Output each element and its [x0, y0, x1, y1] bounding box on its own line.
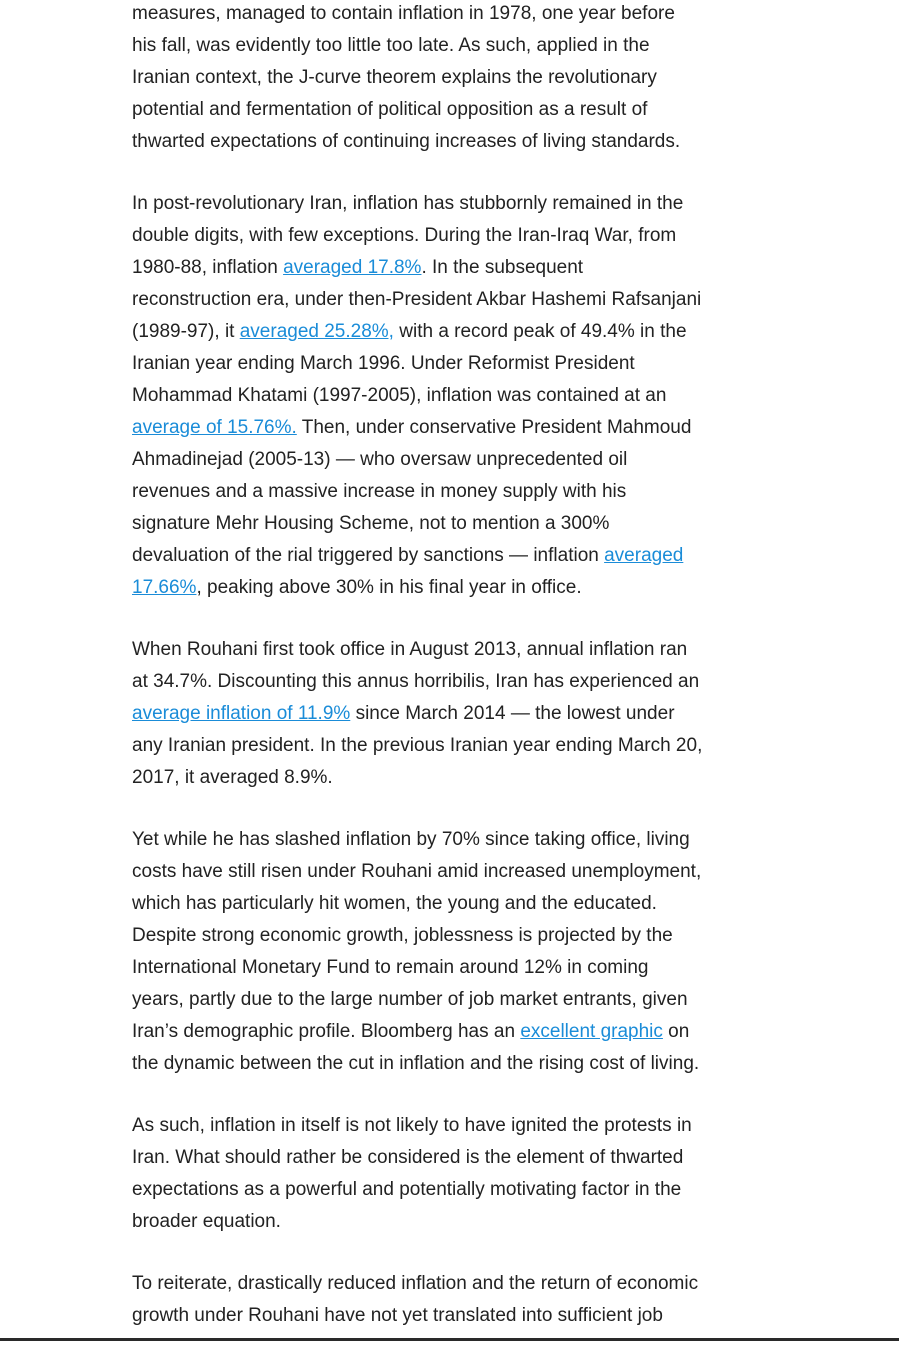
paragraph-2 — [132, 188, 742, 604]
paragraph-1 — [132, 0, 742, 158]
paragraph-3 — [132, 634, 742, 794]
text-line: on — [662, 1021, 690, 1042]
text-line: Yet while he has slashed inflation by 70% since taking office, living — [132, 829, 690, 850]
paragraph-6 — [132, 1268, 742, 1332]
text-line: Iranian year ending March 1996. Under Reformist President — [132, 353, 635, 374]
paragraph-5 — [132, 1110, 742, 1238]
text-line: devaluation of the rial triggered by sanctions — inflation — [132, 545, 605, 566]
link-averaged-17-66-cont[interactable]: 17.66% — [132, 577, 197, 598]
text-line: Despite strong economic growth, joblessness is projected by the — [132, 925, 673, 946]
article-body — [132, 0, 742, 1362]
text-line: growth under Rouhani have not yet translated into sufficient job — [132, 1305, 663, 1326]
text-line: thwarted expectations of continuing increases of living standards. — [132, 131, 681, 152]
link-averaged-25-28[interactable]: averaged 25.28%, — [239, 321, 394, 342]
text-line: reconstruction era, under then-President Akbar Hashemi Rafsanjani — [132, 289, 702, 310]
paragraph-4 — [132, 824, 742, 1080]
text-line: . In the subsequent — [421, 257, 584, 278]
link-averaged-17-66[interactable]: averaged — [604, 545, 684, 566]
text-line: with a record peak of 49.4% in the — [393, 321, 687, 342]
text-line: Iranian context, the J-curve theorem explains the revolutionary — [132, 67, 657, 88]
text-line: at 34.7%. Discounting this annus horribilis, Iran has experienced an — [132, 671, 700, 692]
text-line: Iran. What should rather be considered is the element of thwarted — [132, 1147, 684, 1168]
text-line: 1980-88, inflation — [132, 257, 284, 278]
link-average-inflation-11-9[interactable]: average inflation of 11.9% — [132, 703, 351, 724]
text-line: which has particularly hit women, the young and the educated. — [132, 893, 657, 914]
text-line: , peaking above 30% in his final year in office. — [196, 577, 582, 598]
text-line: International Monetary Fund to remain around 12% in coming — [132, 957, 649, 978]
text-line: (1989-97), it — [132, 321, 240, 342]
text-line: potential and fermentation of political opposition as a result of — [132, 99, 648, 120]
text-line: expectations as a powerful and potentially motivating factor in the — [132, 1179, 682, 1200]
link-excellent-graphic[interactable]: excellent graphic — [520, 1021, 663, 1042]
text-line: the dynamic between the cut in inflation and the rising cost of living. — [132, 1053, 700, 1074]
text-line: his fall, was evidently too little too late. As such, applied in the — [132, 35, 650, 56]
text-line: costs have still risen under Rouhani amid increased unemployment, — [132, 861, 702, 882]
link-averaged-17-8[interactable]: averaged 17.8% — [283, 257, 422, 278]
text-line: revenues and a massive increase in money supply with his — [132, 481, 627, 502]
text-line: broader equation. — [132, 1211, 281, 1232]
text-line: Then, under conservative President Mahmoud — [296, 417, 692, 438]
text-line: measures, managed to contain inflation in 1978, one year before — [132, 3, 675, 24]
text-line: In post-revolutionary Iran, inflation has stubbornly remained in the — [132, 193, 684, 214]
text-line: 2017, it averaged 8.9%. — [132, 767, 333, 788]
text-line: any Iranian president. In the previous Iranian year ending March 20, — [132, 735, 703, 756]
text-line: When Rouhani first took office in August 2013, annual inflation ran — [132, 639, 688, 660]
text-line: Ahmadinejad (2005-13) — who oversaw unprecedented oil — [132, 449, 628, 470]
text-line: signature Mehr Housing Scheme, not to mention a 300% — [132, 513, 610, 534]
text-line: Mohammad Khatami (1997-2005), inflation was contained at an — [132, 385, 667, 406]
text-line: double digits, with few exceptions. During the Iran-Iraq War, from — [132, 225, 677, 246]
text-line: since March 2014 — the lowest under — [350, 703, 675, 724]
text-line: To reiterate, drastically reduced inflation and the return of economic — [132, 1273, 699, 1294]
link-average-15-76[interactable]: average of 15.76%. — [132, 417, 297, 438]
text-line: As such, inflation in itself is not likely to have ignited the protests in — [132, 1115, 692, 1136]
text-line: years, partly due to the large number of job market entrants, given — [132, 989, 688, 1010]
text-line: Iran’s demographic profile. Bloomberg has an — [132, 1021, 521, 1042]
